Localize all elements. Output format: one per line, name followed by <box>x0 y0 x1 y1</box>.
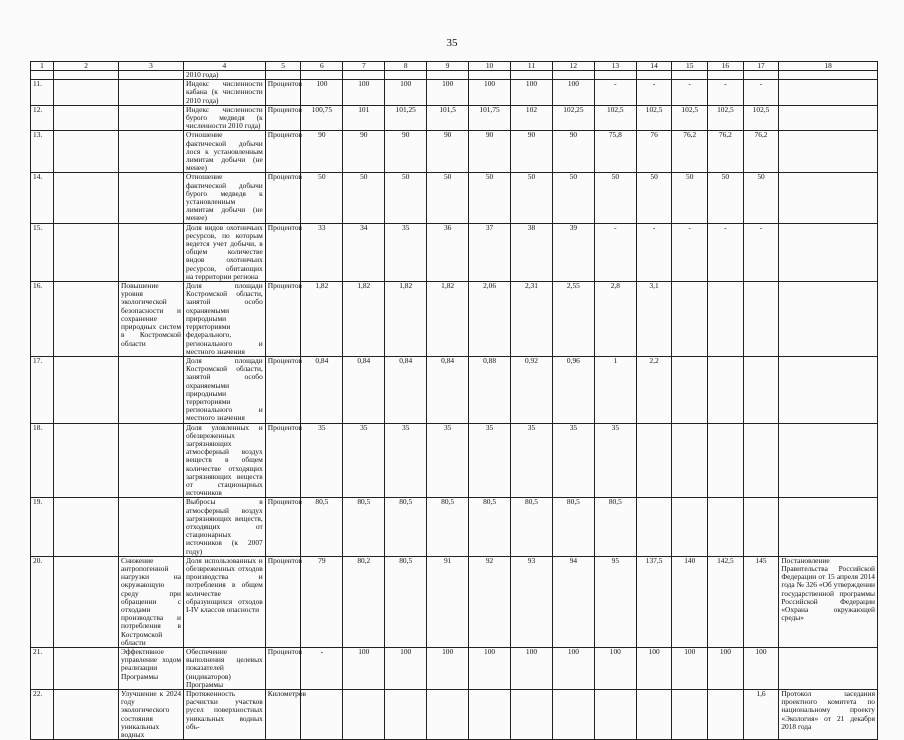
indicator-name-cell: Индекс численности бурого медведя (к численности 2010 года) <box>184 105 266 131</box>
table-row <box>31 498 878 556</box>
value-cell: 100 <box>743 648 779 690</box>
value-cell: 100 <box>427 648 469 690</box>
value-cell: 94 <box>552 556 594 647</box>
value-cell: 36 <box>427 223 469 281</box>
task-cell: Повышение уровня экологической безопасности и сохранение природных систем в Костромской области <box>119 282 184 357</box>
indicator-name-cell: Доля уловленных и обезвреженных загрязняющих атмосферный воздух веществ в общем количестве отходящих загрязняющих веществ от стационарных источников <box>184 423 266 498</box>
value-cell: 37 <box>469 223 511 281</box>
value-cell: 0,84 <box>343 356 385 423</box>
value-cell: 50 <box>469 173 511 223</box>
value-cell: 50 <box>552 173 594 223</box>
value-cell: 102,5 <box>708 105 744 131</box>
table-row <box>31 423 878 498</box>
value-cell: 100 <box>385 80 427 106</box>
value-cell: - <box>672 223 708 281</box>
indicator-name-cell: Выбросы в атмосферный воздух загрязняющих веществ, отходящих от стационарных источников (к 2007 году) <box>184 498 266 556</box>
source-document-cell: Постановление Правительства Российской Федерации от 15 апреля 2014 года № 326 «Об утверждении государственной программы Российской Федерации «Охрана окружающей среды» <box>779 556 878 647</box>
unit-cell: Процентов <box>265 498 301 556</box>
value-cell: 80,5 <box>301 498 343 556</box>
value-cell: 80,5 <box>343 498 385 556</box>
value-cell: 100 <box>343 80 385 106</box>
value-cell: 101,5 <box>427 105 469 131</box>
value-cell: 3,1 <box>636 282 672 357</box>
goal-cell <box>54 173 119 223</box>
indicator-name-cell: Доля площади Костромской области, занятой особо охраняемыми природными территориями регионального и местного значения <box>184 356 266 423</box>
value-cell: 102,5 <box>672 105 708 131</box>
row-number-cell: 21. <box>31 648 54 690</box>
task-cell <box>119 356 184 423</box>
col-header: 12 <box>552 62 594 71</box>
task-cell <box>119 131 184 173</box>
value-cell: 0,84 <box>427 356 469 423</box>
value-cell: 80,5 <box>511 498 553 556</box>
col-header: 2 <box>54 62 119 71</box>
value-cell: 76,2 <box>708 131 744 173</box>
col-header: 9 <box>427 62 469 71</box>
unit-cell: Процентов <box>265 648 301 690</box>
value-cell <box>708 282 744 357</box>
task-cell <box>119 223 184 281</box>
value-cell: 35 <box>469 423 511 498</box>
value-cell: 1,82 <box>427 282 469 357</box>
indicator-name-cell: Протяженность расчистки участков русел поверхностных уникальных водных объ- <box>184 690 266 740</box>
value-cell: 102,25 <box>552 105 594 131</box>
col-header: 11 <box>511 62 553 71</box>
value-cell: - <box>743 223 779 281</box>
goal-cell <box>54 556 119 647</box>
unit-cell: Процентов <box>265 223 301 281</box>
value-cell <box>708 498 744 556</box>
col-header: 6 <box>301 62 343 71</box>
value-cell: 100 <box>343 648 385 690</box>
value-cell: 0,88 <box>469 356 511 423</box>
value-cell: 0,92 <box>511 356 553 423</box>
value-cell: 35 <box>511 423 553 498</box>
value-cell: 50 <box>511 173 553 223</box>
unit-cell: Процентов <box>265 131 301 173</box>
indicator-name-cell: 2010 года) <box>184 71 266 80</box>
col-header: 14 <box>636 62 672 71</box>
task-cell <box>119 173 184 223</box>
value-cell <box>708 423 744 498</box>
source-document-cell <box>779 105 878 131</box>
value-cell: 100 <box>427 80 469 106</box>
value-cell: 2,31 <box>511 282 553 357</box>
row-number-cell: 15. <box>31 223 54 281</box>
task-cell <box>119 498 184 556</box>
value-cell: 100 <box>469 648 511 690</box>
task-cell <box>119 80 184 106</box>
goal-cell <box>54 423 119 498</box>
value-cell: 100 <box>385 648 427 690</box>
source-document-cell <box>779 173 878 223</box>
value-cell: - <box>636 80 672 106</box>
indicator-name-cell: Индекс численности кабана (к численности 2010 года) <box>184 80 266 106</box>
value-cell <box>672 356 708 423</box>
value-cell: 100 <box>636 648 672 690</box>
value-cell <box>636 498 672 556</box>
unit-cell: Процентов <box>265 556 301 647</box>
value-cell: 101 <box>343 105 385 131</box>
value-cell: 90 <box>511 131 553 173</box>
value-cell: 76,2 <box>743 131 779 173</box>
source-document-cell <box>779 282 878 357</box>
value-cell: 101,25 <box>385 105 427 131</box>
value-cell: 142,5 <box>708 556 744 647</box>
value-cell: 137,5 <box>636 556 672 647</box>
source-document-cell <box>779 223 878 281</box>
value-cell: 75,8 <box>594 131 636 173</box>
indicator-name-cell: Обеспечение выполнения целевых показателей (индикаторов) Программы <box>184 648 266 690</box>
value-cell: 0,96 <box>552 356 594 423</box>
indicator-name-cell: Доля площади Костромской области, занятой особо охраняемыми природными территориями федерального, регионального и местного значения <box>184 282 266 357</box>
value-cell: 1,6 <box>743 690 779 740</box>
value-cell: 50 <box>708 173 744 223</box>
value-cell: 0,84 <box>301 356 343 423</box>
value-cell: 50 <box>427 173 469 223</box>
task-cell: Снижение антропогенной нагрузки на окружающую среду при обращении с отходами производства и потребления в Костромской области <box>119 556 184 647</box>
value-cell <box>343 690 385 740</box>
value-cell: 38 <box>511 223 553 281</box>
value-cell: 2,2 <box>636 356 672 423</box>
task-cell: Улучшение к 2024 году экологического состояния уникальных водных <box>119 690 184 740</box>
value-cell <box>301 690 343 740</box>
goal-cell <box>54 71 119 80</box>
value-cell: 50 <box>385 173 427 223</box>
value-cell: 95 <box>594 556 636 647</box>
col-header: 10 <box>469 62 511 71</box>
value-cell: - <box>708 80 744 106</box>
indicator-name-cell: Отношение фактической добычи бурого медведя к установленным лимитам добычи (не менее) <box>184 173 266 223</box>
value-cell: - <box>301 648 343 690</box>
col-header: 7 <box>343 62 385 71</box>
table-row <box>31 223 878 281</box>
row-number-cell: 22. <box>31 690 54 740</box>
value-cell: 90 <box>552 131 594 173</box>
value-cell: 100 <box>511 648 553 690</box>
unit-cell: Процентов <box>265 356 301 423</box>
goal-cell <box>54 356 119 423</box>
value-cell: 101,75 <box>469 105 511 131</box>
value-cell: 35 <box>385 423 427 498</box>
value-cell: 33 <box>301 223 343 281</box>
value-cell: 140 <box>672 556 708 647</box>
task-cell <box>119 423 184 498</box>
value-cell: 80,2 <box>343 556 385 647</box>
row-number-cell: 20. <box>31 556 54 647</box>
value-cell <box>743 356 779 423</box>
value-cell <box>743 498 779 556</box>
unit-cell: Процентов <box>265 282 301 357</box>
value-cell: 39 <box>552 223 594 281</box>
value-cell: 100,75 <box>301 105 343 131</box>
value-cell: 50 <box>343 173 385 223</box>
col-header: 13 <box>594 62 636 71</box>
value-cell: 2,8 <box>594 282 636 357</box>
goal-cell <box>54 131 119 173</box>
row-number-cell: 18. <box>31 423 54 498</box>
value-cell: 90 <box>301 131 343 173</box>
table-row <box>31 80 878 106</box>
value-cell: - <box>672 80 708 106</box>
value-cell <box>427 690 469 740</box>
value-cell: 50 <box>636 173 672 223</box>
value-cell: 100 <box>672 648 708 690</box>
value-cell: 90 <box>469 131 511 173</box>
row-number-cell: 19. <box>31 498 54 556</box>
value-cell: 35 <box>343 423 385 498</box>
value-cell <box>385 690 427 740</box>
table-row <box>31 690 878 740</box>
value-cell: 80,5 <box>594 498 636 556</box>
value-cell: 1,82 <box>385 282 427 357</box>
col-header: 18 <box>779 62 878 71</box>
value-cell: 102,5 <box>743 105 779 131</box>
value-cell: 90 <box>427 131 469 173</box>
value-cell: 100 <box>301 80 343 106</box>
value-cell: 76,2 <box>672 131 708 173</box>
value-cell: 92 <box>469 556 511 647</box>
row-number-cell: 11. <box>31 80 54 106</box>
value-cell <box>743 423 779 498</box>
value-cell: 100 <box>708 648 744 690</box>
value-cell: - <box>594 80 636 106</box>
col-header: 1 <box>31 62 54 71</box>
unit-cell: Процентов <box>265 105 301 131</box>
indicator-name-cell: Отношение фактической добычи лося к установленным лимитам добычи (не менее) <box>184 131 266 173</box>
value-cell: 0,84 <box>385 356 427 423</box>
goal-cell <box>54 498 119 556</box>
value-cell <box>672 282 708 357</box>
col-header: 3 <box>119 62 184 71</box>
value-cell: 80,5 <box>385 556 427 647</box>
value-cell: 100 <box>511 80 553 106</box>
unit-cell: Процентов <box>265 173 301 223</box>
value-cell: 34 <box>343 223 385 281</box>
value-cell: - <box>743 80 779 106</box>
value-cell: 145 <box>743 556 779 647</box>
value-cell: 1 <box>594 356 636 423</box>
value-cell <box>672 498 708 556</box>
value-cell: 80,5 <box>552 498 594 556</box>
col-header: 4 <box>184 62 266 71</box>
indicator-name-cell: Доля использованных и обезвреженных отходов производства и потребления в общем количестве образующихся отходов I-IV классов опасности <box>184 556 266 647</box>
table-row <box>31 356 878 423</box>
value-cell <box>636 690 672 740</box>
value-cell: 50 <box>672 173 708 223</box>
source-document-cell <box>779 71 878 80</box>
value-cell: 76 <box>636 131 672 173</box>
source-document-cell <box>779 498 878 556</box>
goal-cell <box>54 105 119 131</box>
col-header: 5 <box>265 62 301 71</box>
value-cell <box>708 690 744 740</box>
value-cell <box>511 690 553 740</box>
source-document-cell <box>779 80 878 106</box>
value-cell: 50 <box>301 173 343 223</box>
goal-cell <box>54 223 119 281</box>
value-cell: 80,5 <box>469 498 511 556</box>
goal-cell <box>54 648 119 690</box>
value-cell: 90 <box>385 131 427 173</box>
table-row <box>31 71 878 80</box>
goal-cell <box>54 80 119 106</box>
source-document-cell: Протокол заседания проектного комитета по национальному проекту «Экология» от 21 декабря 2018 года <box>779 690 878 740</box>
task-cell <box>119 105 184 131</box>
value-cell: 1,82 <box>301 282 343 357</box>
row-number-cell: 17. <box>31 356 54 423</box>
value-cell <box>636 423 672 498</box>
table-row <box>31 556 878 647</box>
value-cell: 80,5 <box>385 498 427 556</box>
value-cell: 91 <box>427 556 469 647</box>
value-cell <box>672 690 708 740</box>
task-cell: Эффективное управление ходом реализации Программы <box>119 648 184 690</box>
value-cell <box>743 282 779 357</box>
value-cell: 35 <box>301 423 343 498</box>
row-number-cell: 14. <box>31 173 54 223</box>
source-document-cell <box>779 356 878 423</box>
value-cell <box>552 690 594 740</box>
value-cell: 2,55 <box>552 282 594 357</box>
source-document-cell <box>779 648 878 690</box>
indicator-name-cell: Доля видов охотничьих ресурсов, по которым ведется учет добычи, в общем количестве видов охотничьих ресурсов, обитающих на территории региона <box>184 223 266 281</box>
value-cell: 50 <box>743 173 779 223</box>
value-cell: 100 <box>594 648 636 690</box>
task-cell <box>119 71 184 80</box>
source-document-cell <box>779 423 878 498</box>
value-cell: 102,5 <box>594 105 636 131</box>
unit-cell: Процентов <box>265 423 301 498</box>
value-cell: 100 <box>552 80 594 106</box>
unit-cell: Километров <box>265 690 301 740</box>
value-cell <box>469 690 511 740</box>
value-cell: - <box>708 223 744 281</box>
row-number-cell: 13. <box>31 131 54 173</box>
value-cell <box>594 690 636 740</box>
value-cell: 80,5 <box>427 498 469 556</box>
value-cell: 35 <box>427 423 469 498</box>
value-cell <box>672 423 708 498</box>
value-cell: 79 <box>301 556 343 647</box>
goal-cell <box>54 282 119 357</box>
value-cell: 1,82 <box>343 282 385 357</box>
source-document-cell <box>779 131 878 173</box>
value-cell: 102,5 <box>636 105 672 131</box>
goal-cell <box>54 690 119 740</box>
value-cell <box>708 356 744 423</box>
table-row <box>31 105 878 131</box>
value-cell: 35 <box>594 423 636 498</box>
col-header: 17 <box>743 62 779 71</box>
value-cell: 100 <box>469 80 511 106</box>
table-row <box>31 173 878 223</box>
row-number-cell: 16. <box>31 282 54 357</box>
value-cell: - <box>636 223 672 281</box>
row-number-cell: 12. <box>31 105 54 131</box>
value-cell: - <box>594 223 636 281</box>
page-number: 35 <box>446 37 458 49</box>
unit-cell: Процентов <box>265 80 301 106</box>
value-cell: 93 <box>511 556 553 647</box>
indicators-table <box>30 61 878 740</box>
value-cell: 2,06 <box>469 282 511 357</box>
value-cell: 90 <box>343 131 385 173</box>
value-cell: 35 <box>552 423 594 498</box>
table-row <box>31 131 878 173</box>
value-cell: 35 <box>385 223 427 281</box>
value-cell: 50 <box>594 173 636 223</box>
value-cell: 100 <box>552 648 594 690</box>
col-header: 8 <box>385 62 427 71</box>
table-row <box>31 648 878 690</box>
value-cell: 102 <box>511 105 553 131</box>
col-header: 15 <box>672 62 708 71</box>
col-header: 16 <box>708 62 744 71</box>
header-row <box>31 62 878 71</box>
table-row <box>31 282 878 357</box>
